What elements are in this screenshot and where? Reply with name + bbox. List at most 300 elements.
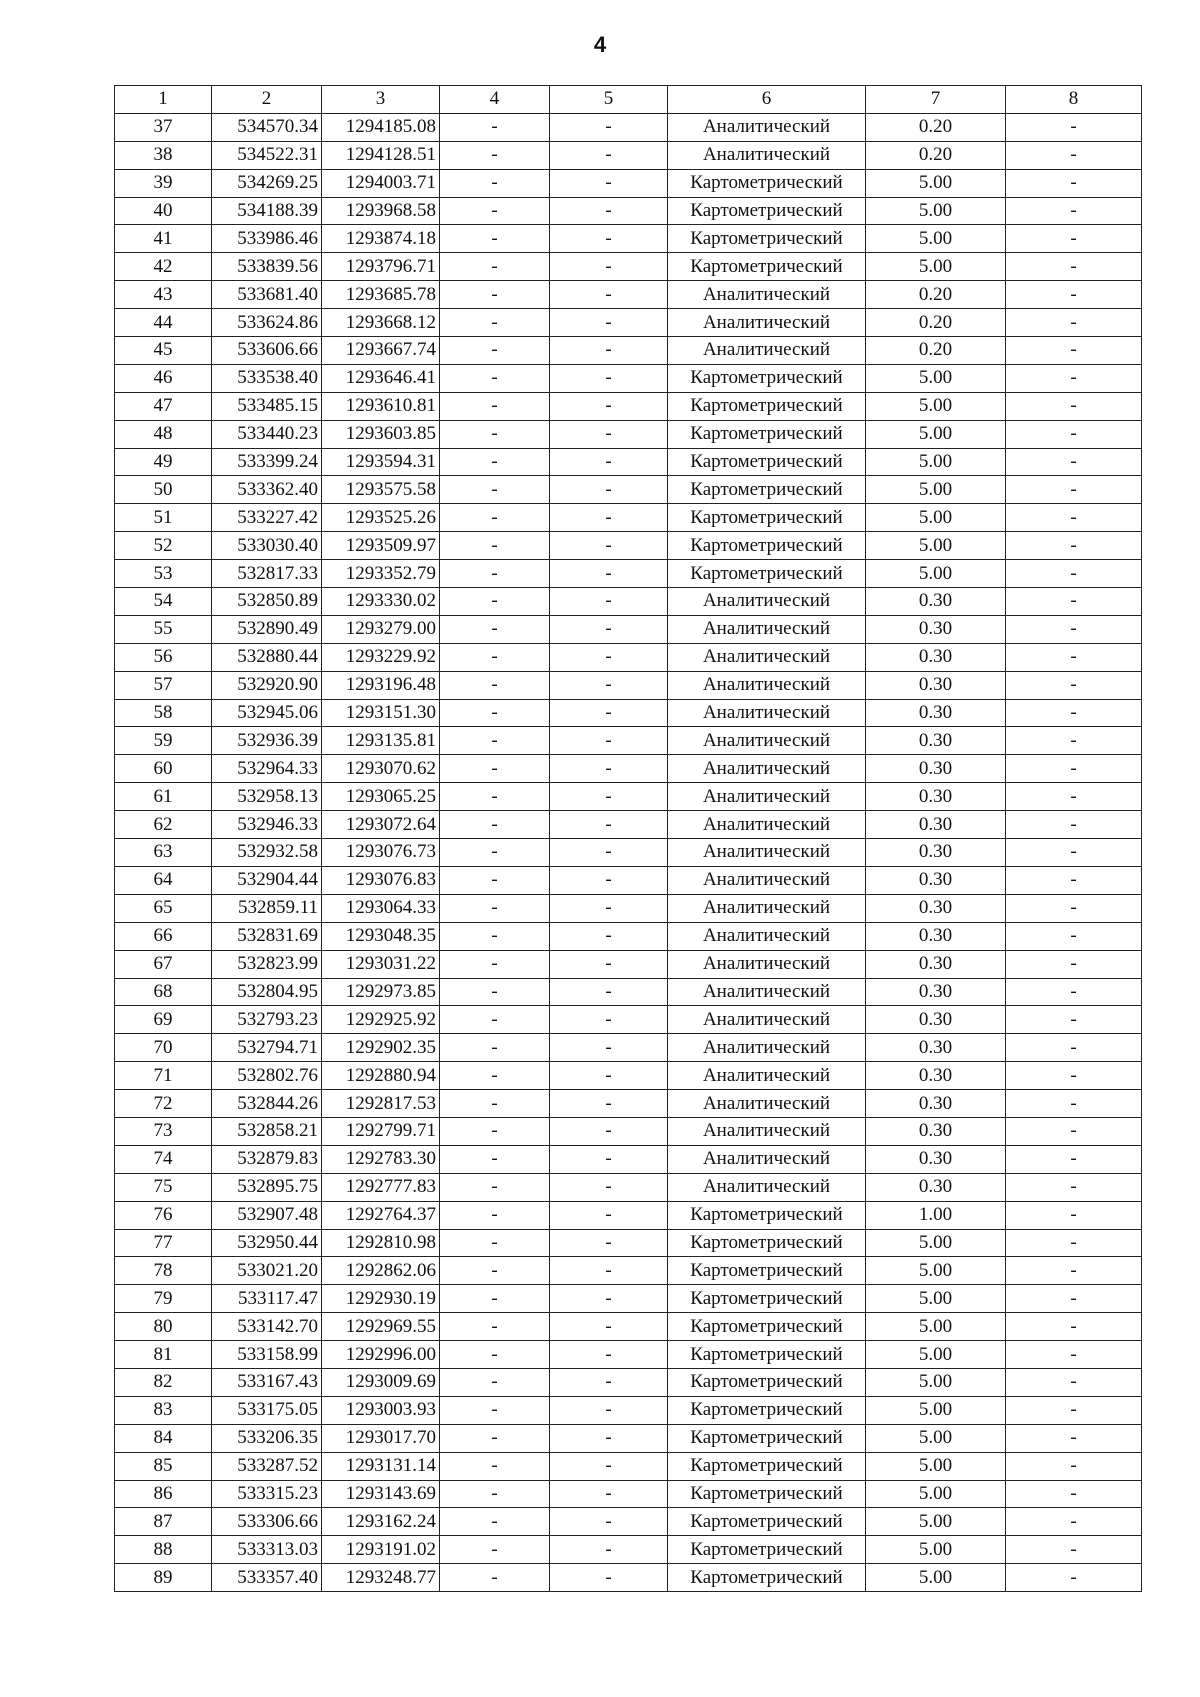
cell-accuracy: 0.30 <box>866 1062 1006 1090</box>
cell-col-4: - <box>440 811 550 839</box>
cell-method: Аналитический <box>668 309 866 337</box>
cell-col-5: - <box>550 504 668 532</box>
cell-col-4: - <box>440 1480 550 1508</box>
cell-col-4: - <box>440 1424 550 1452</box>
cell-coordinate-x: 533485.15 <box>212 392 322 420</box>
cell-point-number: 87 <box>115 1508 212 1536</box>
cell-accuracy: 5.00 <box>866 1257 1006 1285</box>
cell-coordinate-x: 532793.23 <box>212 1006 322 1034</box>
cell-point-number: 55 <box>115 615 212 643</box>
cell-col-5: - <box>550 671 668 699</box>
cell-col-8: - <box>1006 615 1142 643</box>
table-row <box>115 643 1142 671</box>
cell-method: Картометрический <box>668 504 866 532</box>
table-row <box>115 978 1142 1006</box>
cell-col-5: - <box>550 309 668 337</box>
cell-coordinate-y: 1293196.48 <box>322 671 440 699</box>
cell-accuracy: 0.30 <box>866 866 1006 894</box>
table-header-row <box>115 86 1142 114</box>
cell-col-4: - <box>440 1508 550 1536</box>
cell-coordinate-y: 1293685.78 <box>322 281 440 309</box>
cell-col-8: - <box>1006 1229 1142 1257</box>
cell-col-4: - <box>440 1229 550 1257</box>
cell-col-5: - <box>550 894 668 922</box>
cell-point-number: 76 <box>115 1201 212 1229</box>
cell-coordinate-x: 533839.56 <box>212 253 322 281</box>
cell-col-4: - <box>440 448 550 476</box>
table-row <box>115 1536 1142 1564</box>
cell-point-number: 51 <box>115 504 212 532</box>
cell-coordinate-x: 532831.69 <box>212 922 322 950</box>
cell-col-8: - <box>1006 811 1142 839</box>
cell-point-number: 40 <box>115 197 212 225</box>
cell-accuracy: 5.00 <box>866 225 1006 253</box>
cell-col-8: - <box>1006 1452 1142 1480</box>
cell-col-4: - <box>440 1090 550 1118</box>
table-row <box>115 671 1142 699</box>
cell-point-number: 82 <box>115 1368 212 1396</box>
cell-method: Картометрический <box>668 1229 866 1257</box>
cell-method: Картометрический <box>668 1257 866 1285</box>
cell-point-number: 50 <box>115 476 212 504</box>
cell-col-5: - <box>550 1424 668 1452</box>
cell-coordinate-y: 1293031.22 <box>322 950 440 978</box>
cell-point-number: 42 <box>115 253 212 281</box>
cell-coordinate-y: 1293796.71 <box>322 253 440 281</box>
cell-point-number: 59 <box>115 727 212 755</box>
cell-col-8: - <box>1006 588 1142 616</box>
cell-col-4: - <box>440 1564 550 1592</box>
cell-coordinate-x: 533117.47 <box>212 1285 322 1313</box>
cell-col-4: - <box>440 839 550 867</box>
table-row <box>115 588 1142 616</box>
cell-col-4: - <box>440 727 550 755</box>
cell-col-4: - <box>440 1173 550 1201</box>
cell-method: Аналитический <box>668 783 866 811</box>
cell-col-4: - <box>440 978 550 1006</box>
cell-col-4: - <box>440 1145 550 1173</box>
cell-coordinate-x: 534522.31 <box>212 141 322 169</box>
table-row <box>115 476 1142 504</box>
cell-point-number: 61 <box>115 783 212 811</box>
cell-accuracy: 0.30 <box>866 1173 1006 1201</box>
cell-accuracy: 0.30 <box>866 643 1006 671</box>
cell-col-8: - <box>1006 727 1142 755</box>
cell-col-5: - <box>550 727 668 755</box>
cell-coordinate-x: 532945.06 <box>212 699 322 727</box>
cell-col-5: - <box>550 1201 668 1229</box>
cell-col-4: - <box>440 1034 550 1062</box>
cell-method: Картометрический <box>668 1536 866 1564</box>
cell-col-4: - <box>440 532 550 560</box>
cell-accuracy: 5.00 <box>866 1424 1006 1452</box>
cell-accuracy: 0.30 <box>866 1006 1006 1034</box>
cell-col-8: - <box>1006 1257 1142 1285</box>
cell-method: Аналитический <box>668 866 866 894</box>
cell-coordinate-x: 532850.89 <box>212 588 322 616</box>
cell-point-number: 86 <box>115 1480 212 1508</box>
cell-col-5: - <box>550 1368 668 1396</box>
cell-method: Аналитический <box>668 643 866 671</box>
cell-accuracy: 0.30 <box>866 755 1006 783</box>
cell-col-4: - <box>440 1257 550 1285</box>
cell-coordinate-x: 533362.40 <box>212 476 322 504</box>
table-row <box>115 1145 1142 1173</box>
cell-col-5: - <box>550 1564 668 1592</box>
table-row <box>115 866 1142 894</box>
cell-accuracy: 0.30 <box>866 727 1006 755</box>
cell-col-4: - <box>440 1201 550 1229</box>
cell-col-4: - <box>440 504 550 532</box>
cell-coordinate-x: 533167.43 <box>212 1368 322 1396</box>
cell-col-5: - <box>550 615 668 643</box>
cell-point-number: 39 <box>115 169 212 197</box>
cell-accuracy: 0.30 <box>866 615 1006 643</box>
table-row <box>115 727 1142 755</box>
cell-col-5: - <box>550 1452 668 1480</box>
cell-point-number: 66 <box>115 922 212 950</box>
cell-col-4: - <box>440 420 550 448</box>
cell-coordinate-x: 533030.40 <box>212 532 322 560</box>
cell-col-4: - <box>440 699 550 727</box>
cell-coordinate-x: 534188.39 <box>212 197 322 225</box>
cell-col-8: - <box>1006 1313 1142 1341</box>
cell-point-number: 62 <box>115 811 212 839</box>
cell-method: Аналитический <box>668 1117 866 1145</box>
cell-col-5: - <box>550 922 668 950</box>
cell-col-5: - <box>550 1508 668 1536</box>
table-row <box>115 699 1142 727</box>
cell-col-4: - <box>440 141 550 169</box>
cell-coordinate-x: 533399.24 <box>212 448 322 476</box>
cell-method: Картометрический <box>668 1452 866 1480</box>
cell-coordinate-y: 1293509.97 <box>322 532 440 560</box>
table-row <box>115 504 1142 532</box>
table-row <box>115 950 1142 978</box>
cell-method: Аналитический <box>668 337 866 365</box>
cell-coordinate-x: 533440.23 <box>212 420 322 448</box>
cell-col-4: - <box>440 1117 550 1145</box>
cell-coordinate-x: 533315.23 <box>212 1480 322 1508</box>
cell-accuracy: 5.00 <box>866 253 1006 281</box>
cell-method: Картометрический <box>668 169 866 197</box>
cell-coordinate-x: 533624.86 <box>212 309 322 337</box>
cell-col-5: - <box>550 337 668 365</box>
cell-col-5: - <box>550 141 668 169</box>
cell-accuracy: 0.20 <box>866 309 1006 337</box>
cell-col-8: - <box>1006 699 1142 727</box>
table-row <box>115 1313 1142 1341</box>
cell-col-8: - <box>1006 141 1142 169</box>
cell-accuracy: 5.00 <box>866 1564 1006 1592</box>
cell-coordinate-x: 533306.66 <box>212 1508 322 1536</box>
cell-col-8: - <box>1006 866 1142 894</box>
cell-coordinate-y: 1293009.69 <box>322 1368 440 1396</box>
table-body <box>115 86 1142 1592</box>
cell-col-4: - <box>440 225 550 253</box>
cell-coordinate-y: 1292969.55 <box>322 1313 440 1341</box>
cell-method: Аналитический <box>668 811 866 839</box>
cell-point-number: 57 <box>115 671 212 699</box>
cell-col-8: - <box>1006 839 1142 867</box>
cell-point-number: 70 <box>115 1034 212 1062</box>
cell-col-4: - <box>440 1396 550 1424</box>
cell-point-number: 49 <box>115 448 212 476</box>
cell-accuracy: 0.30 <box>866 699 1006 727</box>
cell-col-8: - <box>1006 1285 1142 1313</box>
cell-accuracy: 5.00 <box>866 392 1006 420</box>
cell-point-number: 89 <box>115 1564 212 1592</box>
table-row <box>115 253 1142 281</box>
cell-col-5: - <box>550 281 668 309</box>
cell-point-number: 53 <box>115 560 212 588</box>
cell-coordinate-y: 1292930.19 <box>322 1285 440 1313</box>
cell-accuracy: 5.00 <box>866 1341 1006 1369</box>
cell-coordinate-y: 1293594.31 <box>322 448 440 476</box>
cell-point-number: 74 <box>115 1145 212 1173</box>
cell-col-8: - <box>1006 643 1142 671</box>
cell-coordinate-y: 1292925.92 <box>322 1006 440 1034</box>
cell-col-8: - <box>1006 671 1142 699</box>
cell-coordinate-y: 1293131.14 <box>322 1452 440 1480</box>
cell-col-8: - <box>1006 1368 1142 1396</box>
cell-accuracy: 0.30 <box>866 978 1006 1006</box>
cell-col-8: - <box>1006 169 1142 197</box>
cell-method: Аналитический <box>668 1034 866 1062</box>
cell-coordinate-x: 532859.11 <box>212 894 322 922</box>
cell-col-4: - <box>440 476 550 504</box>
cell-coordinate-y: 1293003.93 <box>322 1396 440 1424</box>
cell-coordinate-y: 1293668.12 <box>322 309 440 337</box>
cell-col-5: - <box>550 1117 668 1145</box>
cell-col-4: - <box>440 253 550 281</box>
cell-col-8: - <box>1006 1396 1142 1424</box>
cell-col-5: - <box>550 1313 668 1341</box>
cell-coordinate-x: 533227.42 <box>212 504 322 532</box>
table-row <box>115 1368 1142 1396</box>
cell-coordinate-y: 1292817.53 <box>322 1090 440 1118</box>
cell-accuracy: 0.20 <box>866 113 1006 141</box>
cell-method: Аналитический <box>668 615 866 643</box>
table-row <box>115 1480 1142 1508</box>
cell-col-4: - <box>440 894 550 922</box>
cell-col-8: - <box>1006 922 1142 950</box>
cell-coordinate-y: 1293968.58 <box>322 197 440 225</box>
table-row <box>115 1285 1142 1313</box>
cell-coordinate-y: 1292783.30 <box>322 1145 440 1173</box>
cell-point-number: 48 <box>115 420 212 448</box>
cell-point-number: 72 <box>115 1090 212 1118</box>
cell-col-8: - <box>1006 1034 1142 1062</box>
cell-method: Аналитический <box>668 1006 866 1034</box>
table-row <box>115 1201 1142 1229</box>
cell-point-number: 58 <box>115 699 212 727</box>
cell-col-4: - <box>440 364 550 392</box>
table-row <box>115 1062 1142 1090</box>
cell-point-number: 45 <box>115 337 212 365</box>
cell-point-number: 52 <box>115 532 212 560</box>
cell-col-5: - <box>550 950 668 978</box>
cell-method: Аналитический <box>668 922 866 950</box>
cell-coordinate-y: 1293048.35 <box>322 922 440 950</box>
cell-coordinate-y: 1292810.98 <box>322 1229 440 1257</box>
cell-method: Аналитический <box>668 588 866 616</box>
cell-col-4: - <box>440 1452 550 1480</box>
cell-col-8: - <box>1006 1424 1142 1452</box>
cell-coordinate-y: 1292996.00 <box>322 1341 440 1369</box>
cell-point-number: 60 <box>115 755 212 783</box>
cell-accuracy: 5.00 <box>866 532 1006 560</box>
cell-method: Аналитический <box>668 281 866 309</box>
cell-col-8: - <box>1006 783 1142 811</box>
cell-col-8: - <box>1006 1117 1142 1145</box>
cell-point-number: 69 <box>115 1006 212 1034</box>
column-header: 4 <box>440 86 550 114</box>
cell-point-number: 41 <box>115 225 212 253</box>
cell-point-number: 68 <box>115 978 212 1006</box>
cell-coordinate-x: 532895.75 <box>212 1173 322 1201</box>
cell-coordinate-x: 533986.46 <box>212 225 322 253</box>
cell-coordinate-y: 1292880.94 <box>322 1062 440 1090</box>
cell-col-8: - <box>1006 476 1142 504</box>
cell-point-number: 46 <box>115 364 212 392</box>
cell-col-5: - <box>550 1341 668 1369</box>
cell-coordinate-x: 533175.05 <box>212 1396 322 1424</box>
cell-col-4: - <box>440 1536 550 1564</box>
cell-col-5: - <box>550 532 668 560</box>
cell-col-4: - <box>440 337 550 365</box>
cell-col-5: - <box>550 197 668 225</box>
table-row <box>115 1229 1142 1257</box>
cell-method: Картометрический <box>668 532 866 560</box>
table-row <box>115 1424 1142 1452</box>
cell-col-4: - <box>440 1285 550 1313</box>
cell-col-4: - <box>440 866 550 894</box>
cell-coordinate-x: 532880.44 <box>212 643 322 671</box>
cell-col-4: - <box>440 1313 550 1341</box>
cell-col-5: - <box>550 225 668 253</box>
cell-coordinate-y: 1294003.71 <box>322 169 440 197</box>
cell-method: Аналитический <box>668 894 866 922</box>
cell-coordinate-x: 533287.52 <box>212 1452 322 1480</box>
cell-method: Картометрический <box>668 1424 866 1452</box>
cell-col-5: - <box>550 1173 668 1201</box>
cell-col-4: - <box>440 755 550 783</box>
cell-method: Аналитический <box>668 839 866 867</box>
cell-col-8: - <box>1006 309 1142 337</box>
cell-accuracy: 5.00 <box>866 504 1006 532</box>
cell-method: Картометрический <box>668 420 866 448</box>
cell-col-8: - <box>1006 1062 1142 1090</box>
cell-coordinate-x: 532823.99 <box>212 950 322 978</box>
cell-point-number: 54 <box>115 588 212 616</box>
table-row <box>115 337 1142 365</box>
cell-accuracy: 5.00 <box>866 1313 1006 1341</box>
cell-col-8: - <box>1006 281 1142 309</box>
cell-coordinate-x: 533313.03 <box>212 1536 322 1564</box>
cell-point-number: 84 <box>115 1424 212 1452</box>
cell-accuracy: 0.20 <box>866 337 1006 365</box>
cell-col-8: - <box>1006 197 1142 225</box>
cell-col-5: - <box>550 364 668 392</box>
cell-col-8: - <box>1006 560 1142 588</box>
cell-coordinate-x: 532858.21 <box>212 1117 322 1145</box>
cell-accuracy: 0.20 <box>866 141 1006 169</box>
cell-col-5: - <box>550 448 668 476</box>
cell-coordinate-x: 534269.25 <box>212 169 322 197</box>
cell-col-8: - <box>1006 420 1142 448</box>
cell-method: Картометрический <box>668 392 866 420</box>
table-row <box>115 364 1142 392</box>
cell-accuracy: 0.30 <box>866 1090 1006 1118</box>
cell-col-5: - <box>550 978 668 1006</box>
cell-point-number: 56 <box>115 643 212 671</box>
cell-col-4: - <box>440 615 550 643</box>
cell-col-8: - <box>1006 392 1142 420</box>
table-row <box>115 197 1142 225</box>
cell-col-5: - <box>550 839 668 867</box>
cell-col-5: - <box>550 643 668 671</box>
table-row <box>115 560 1142 588</box>
cell-coordinate-x: 532964.33 <box>212 755 322 783</box>
cell-method: Аналитический <box>668 141 866 169</box>
cell-col-5: - <box>550 476 668 504</box>
cell-col-4: - <box>440 197 550 225</box>
cell-point-number: 83 <box>115 1396 212 1424</box>
cell-col-4: - <box>440 309 550 337</box>
cell-coordinate-y: 1293874.18 <box>322 225 440 253</box>
cell-coordinate-y: 1293162.24 <box>322 1508 440 1536</box>
cell-col-8: - <box>1006 1508 1142 1536</box>
column-header: 1 <box>115 86 212 114</box>
table-row <box>115 922 1142 950</box>
cell-col-5: - <box>550 1034 668 1062</box>
cell-method: Картометрический <box>668 1201 866 1229</box>
cell-accuracy: 5.00 <box>866 1452 1006 1480</box>
cell-col-4: - <box>440 783 550 811</box>
cell-coordinate-x: 532950.44 <box>212 1229 322 1257</box>
cell-col-8: - <box>1006 894 1142 922</box>
column-header: 2 <box>212 86 322 114</box>
table-row <box>115 309 1142 337</box>
cell-coordinate-x: 532958.13 <box>212 783 322 811</box>
cell-coordinate-y: 1293610.81 <box>322 392 440 420</box>
cell-coordinate-x: 533681.40 <box>212 281 322 309</box>
column-header: 3 <box>322 86 440 114</box>
cell-coordinate-y: 1293525.26 <box>322 504 440 532</box>
cell-accuracy: 5.00 <box>866 1368 1006 1396</box>
cell-method: Картометрический <box>668 1285 866 1313</box>
table-row <box>115 839 1142 867</box>
cell-coordinate-y: 1292973.85 <box>322 978 440 1006</box>
cell-coordinate-y: 1293191.02 <box>322 1536 440 1564</box>
cell-col-8: - <box>1006 755 1142 783</box>
cell-coordinate-y: 1293070.62 <box>322 755 440 783</box>
cell-accuracy: 0.30 <box>866 922 1006 950</box>
table-row <box>115 169 1142 197</box>
cell-coordinate-y: 1293330.02 <box>322 588 440 616</box>
cell-accuracy: 0.30 <box>866 811 1006 839</box>
cell-accuracy: 0.30 <box>866 671 1006 699</box>
table-row <box>115 811 1142 839</box>
cell-point-number: 44 <box>115 309 212 337</box>
cell-coordinate-y: 1293143.69 <box>322 1480 440 1508</box>
cell-coordinate-x: 532932.58 <box>212 839 322 867</box>
cell-accuracy: 5.00 <box>866 560 1006 588</box>
cell-accuracy: 0.30 <box>866 1117 1006 1145</box>
cell-col-8: - <box>1006 950 1142 978</box>
column-header: 7 <box>866 86 1006 114</box>
